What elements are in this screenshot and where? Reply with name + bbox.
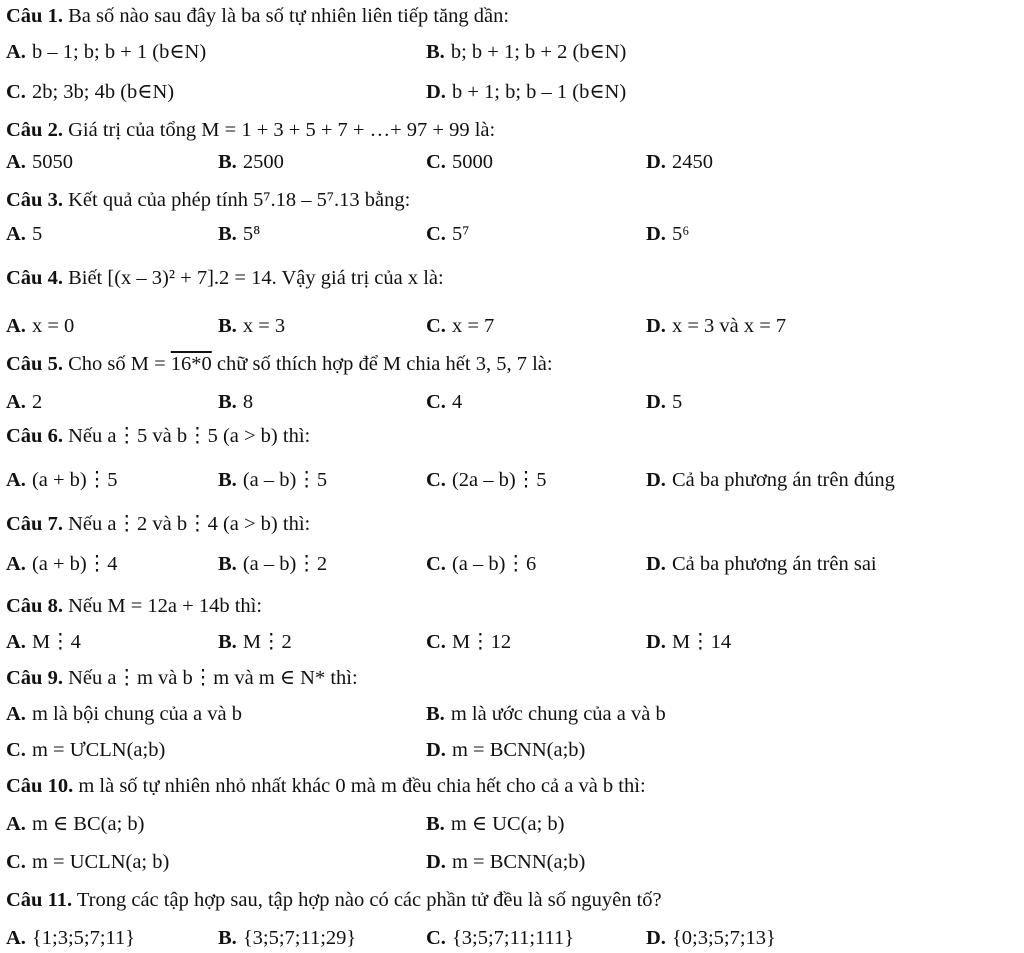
- question-label: Câu 10.: [6, 775, 74, 797]
- option-b: B. b; b + 1; b + 2 (b∈N): [426, 41, 627, 63]
- option-d: D. M⋮14: [646, 631, 732, 653]
- option-d: D. Cả ba phương án trên sai: [646, 553, 877, 575]
- options-row: [6, 850, 1016, 876]
- option-a: A. x = 0: [6, 315, 75, 337]
- question-label: Câu 3.: [6, 189, 63, 211]
- question-text: m là số tự nhiên nhỏ nhất khác 0 mà m đều chia hết cho cả a và b thì:: [78, 775, 646, 797]
- options-row: [6, 80, 1016, 106]
- option-c: C. m = UCLN(a; b): [6, 851, 170, 873]
- question-label: Câu 7.: [6, 513, 63, 535]
- question-label: Câu 11.: [6, 889, 73, 911]
- option-b: B. 8: [218, 391, 254, 413]
- options-row: [6, 390, 1016, 416]
- option-d: D. 5: [646, 391, 683, 413]
- question-10: [6, 774, 1016, 798]
- option-a: A. 2: [6, 391, 43, 413]
- question-label: Câu 1.: [6, 5, 63, 27]
- question-7: [6, 512, 1016, 536]
- question-text: Nếu M = 12a + 14b thì:: [68, 595, 263, 617]
- option-c: C. m = ƯCLN(a;b): [6, 739, 166, 761]
- question-text: Giá trị của tổng M = 1 + 3 + 5 + 7 + …+ 97 + 99 là:: [68, 119, 496, 141]
- option-b: B. 5⁸: [218, 223, 261, 245]
- options-row: [6, 702, 1016, 728]
- option-a: A. M⋮4: [6, 631, 81, 653]
- question-5: Câu 5. Cho số M = 16*0 chữ số thích hợp để M chia hết 3, 5, 7 là:: [6, 353, 553, 375]
- question-text: Ba số nào sau đây là ba số tự nhiên liên tiếp tăng dần:: [68, 5, 510, 27]
- options-row: [6, 222, 1016, 248]
- option-a: A. {1;3;5;7;11}: [6, 927, 136, 949]
- option-a: A. m ∈ BC(a; b): [6, 813, 145, 835]
- options-row: [6, 738, 1016, 764]
- options-row: [6, 552, 1016, 578]
- option-c: C. (2a – b)⋮5: [426, 469, 547, 491]
- option-d: D. b + 1; b; b – 1 (b∈N): [426, 81, 627, 103]
- question-label: Câu 6.: [6, 425, 63, 447]
- option-a: A. (a + b)⋮5: [6, 469, 118, 491]
- options-row: [6, 630, 1016, 656]
- option-b: B. m là ước chung của a và b: [426, 703, 666, 725]
- options-row: [6, 926, 1016, 952]
- option-a: A. 5: [6, 223, 43, 245]
- option-d: D. 5⁶: [646, 223, 690, 245]
- option-b: B. m ∈ UC(a; b): [426, 813, 565, 835]
- option-b: B. 2500: [218, 151, 284, 173]
- option-a: A. 5050: [6, 151, 73, 173]
- option-d: D. {0;3;5;7;13}: [646, 927, 776, 949]
- option-c: C. 5⁷: [426, 223, 470, 245]
- math-expression: 16*0: [170, 353, 212, 375]
- question-4: Câu 4. Biết [(x – 3)² + 7].2 = 14. Vậy giá trị của x là:: [6, 267, 444, 289]
- option-a: A. (a + b)⋮4: [6, 553, 118, 575]
- question-11: [6, 888, 1016, 912]
- question-6: [6, 424, 1016, 448]
- question-label: Câu 5.: [6, 353, 63, 375]
- option-c: C. x = 7: [426, 315, 495, 337]
- option-a: A. m là bội chung của a và b: [6, 703, 242, 725]
- option-d: D. m = BCNN(a;b): [426, 739, 586, 761]
- option-c: C. 2b; 3b; 4b (b∈N): [6, 81, 175, 103]
- question-label: Câu 4.: [6, 267, 63, 289]
- option-b: B. (a – b)⋮5: [218, 469, 328, 491]
- option-d: D. Cả ba phương án trên đúng: [646, 469, 895, 491]
- option-d: D. 2450: [646, 151, 713, 173]
- option-d: D. m = BCNN(a;b): [426, 851, 586, 873]
- question-text: Trong các tập hợp sau, tập hợp nào có các phần tử đều là số nguyên tố?: [76, 889, 662, 911]
- question-8: [6, 594, 1016, 618]
- option-c: C. 4: [426, 391, 463, 413]
- question-1: [6, 4, 1016, 28]
- question-text: Nếu a⋮5 và b⋮5 (a > b) thì:: [68, 425, 311, 447]
- option-c: C. M⋮12: [426, 631, 512, 653]
- options-row: [6, 40, 1016, 66]
- option-b: B. (a – b)⋮2: [218, 553, 328, 575]
- options-row: [6, 468, 1016, 494]
- question-text: Nếu a⋮2 và b⋮4 (a > b) thì:: [68, 513, 311, 535]
- question-label: Câu 9.: [6, 667, 63, 689]
- question-label: Câu 8.: [6, 595, 63, 617]
- question-2: [6, 118, 1016, 142]
- question-9: [6, 666, 1016, 690]
- option-b: B. {3;5;7;11;29}: [218, 927, 357, 949]
- option-a: A. b – 1; b; b + 1 (b∈N): [6, 41, 207, 63]
- option-b: B. x = 3: [218, 315, 286, 337]
- math-expression: 5⁷.18 – 5⁷.13: [253, 189, 360, 211]
- question-text: Nếu a⋮m và b⋮m và m ∈ N* thì:: [68, 667, 358, 689]
- options-row: [6, 314, 1016, 340]
- options-row: [6, 812, 1016, 838]
- question-3: Câu 3. Kết quả của phép tính 5⁷.18 – 5⁷.13 bằng:: [6, 189, 411, 211]
- math-expression: [(x – 3)² + 7].2 = 14: [107, 267, 272, 289]
- option-d: D. x = 3 và x = 7: [646, 315, 787, 337]
- option-c: C. {3;5;7;11;111}: [426, 927, 575, 949]
- question-label: Câu 2.: [6, 119, 63, 141]
- options-row: [6, 150, 1016, 176]
- option-c: C. (a – b)⋮6: [426, 553, 537, 575]
- option-c: C. 5000: [426, 151, 493, 173]
- option-b: B. M⋮2: [218, 631, 292, 653]
